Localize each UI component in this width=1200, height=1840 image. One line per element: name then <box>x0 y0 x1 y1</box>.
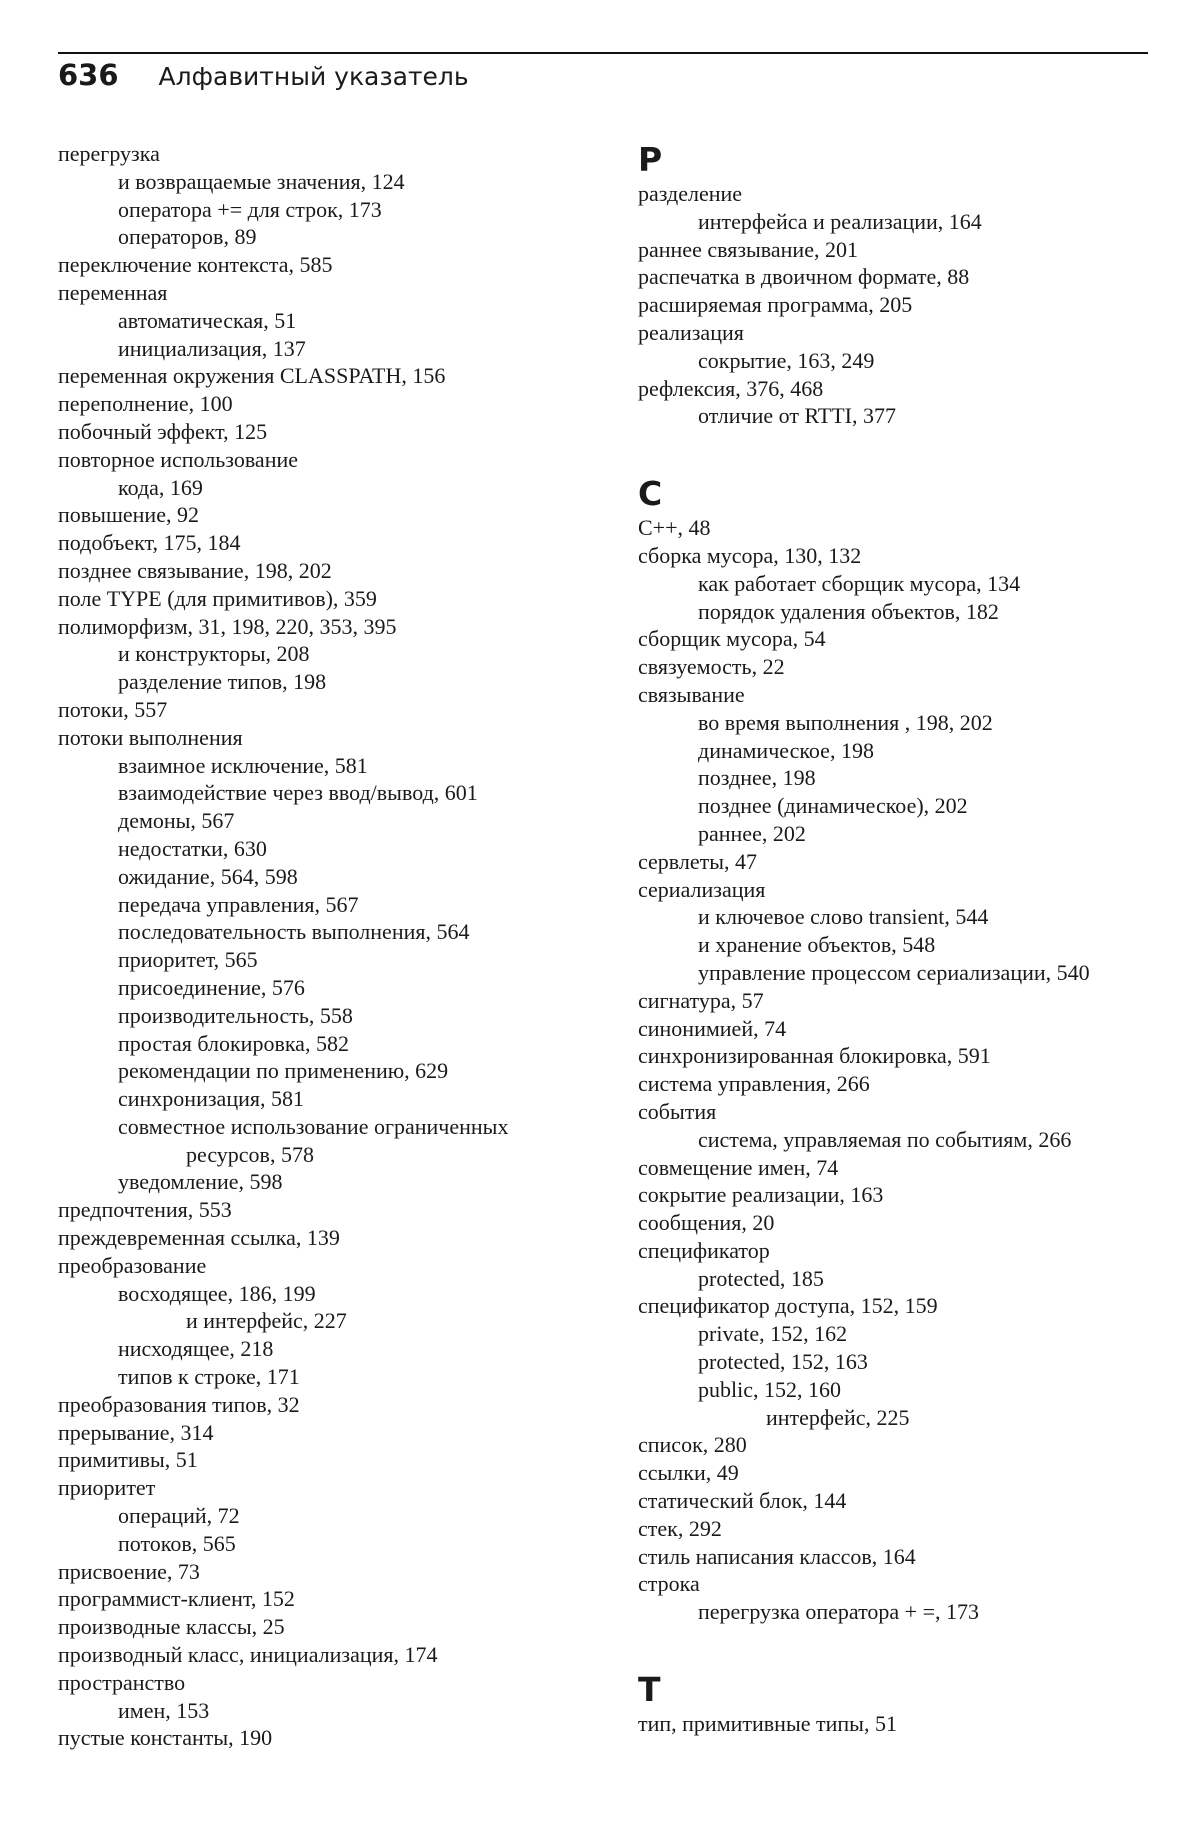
index-subentry: позднее (динамическое), 202 <box>698 793 968 819</box>
index-entry: строка <box>638 1571 700 1597</box>
index-entry: связуемость, 22 <box>638 654 785 680</box>
index-subentry: инициализация, 137 <box>118 335 306 361</box>
index-subentry: демоны, 567 <box>118 808 235 834</box>
index-subentry: нисходящее, 218 <box>118 1336 274 1362</box>
index-subentry: уведомление, 598 <box>118 1169 283 1195</box>
index-subentry: сокрытие, 163, 249 <box>698 347 875 373</box>
index-entry: стек, 292 <box>638 1515 722 1541</box>
index-entry: повторное использование <box>58 446 299 472</box>
index-subentry: операторов, 89 <box>118 224 257 250</box>
index-entry: синонимией, 74 <box>638 1015 787 1041</box>
index-entry: ссылки, 49 <box>638 1460 739 1486</box>
page-number: 636 <box>58 58 119 92</box>
index-entry: производные классы, 25 <box>58 1614 285 1640</box>
index-entry: программист-клиент, 152 <box>58 1586 295 1612</box>
index-entry: связывание <box>638 681 745 707</box>
index-entry: присвоение, 73 <box>58 1558 200 1584</box>
index-subentry: имен, 153 <box>118 1697 210 1723</box>
index-entry: пустые константы, 190 <box>58 1725 273 1751</box>
index-subentry: потоков, 565 <box>118 1530 236 1556</box>
index-subentry: рекомендации по применению, 629 <box>118 1058 449 1084</box>
index-entry: поле TYPE (для примитивов), 359 <box>58 585 377 611</box>
index-column-left <box>58 140 598 1752</box>
index-entry: позднее связывание, 198, 202 <box>58 557 332 583</box>
index-entry: сборщик мусора, 54 <box>638 626 826 652</box>
index-subentry: совместное использование ограниченных <box>118 1113 509 1139</box>
index-entry: сервлеты, 47 <box>638 848 758 874</box>
index-entry: полиморфизм, 31, 198, 220, 353, 395 <box>58 613 397 639</box>
index-subentry: кода, 169 <box>118 474 203 500</box>
index-entry: преобразование <box>58 1252 207 1278</box>
index-subentry: приоритет, 565 <box>118 947 258 973</box>
index-entry: примитивы, 51 <box>58 1447 198 1473</box>
index-entry: синхронизированная блокировка, 591 <box>638 1043 991 1069</box>
index-entry: спецификатор доступа, 152, 159 <box>638 1293 938 1319</box>
index-entry: переполнение, 100 <box>58 391 233 417</box>
index-subentry: взаимное исключение, 581 <box>118 752 368 778</box>
index-entry: совмещение имен, 74 <box>638 1154 839 1180</box>
index-subentry: перегрузка оператора + =, 173 <box>698 1599 979 1625</box>
index-subentry: порядок удаления объектов, 182 <box>698 598 999 624</box>
index-subentry: оператора += для строк, 173 <box>118 196 382 222</box>
index-subentry: protected, 152, 163 <box>698 1349 868 1375</box>
index-entry: сокрытие реализации, 163 <box>638 1182 884 1208</box>
index-entry: сообщения, 20 <box>638 1210 775 1236</box>
index-subentry: недостатки, 630 <box>118 835 267 861</box>
index-subentry: восходящее, 186, 199 <box>118 1280 316 1306</box>
index-entry: предпочтения, 553 <box>58 1197 232 1223</box>
index-entry: события <box>638 1098 717 1124</box>
index-subentry: система, управляемая по событиям, 266 <box>698 1126 1072 1152</box>
index-entry: переменная окружения CLASSPATH, 156 <box>58 363 446 389</box>
index-entry: C++, 48 <box>638 515 711 541</box>
index-entry: стиль написания классов, 164 <box>638 1543 916 1569</box>
index-subentry: protected, 185 <box>698 1265 824 1291</box>
index-entry: приоритет <box>58 1475 156 1501</box>
index-entry: пространство <box>58 1669 186 1695</box>
section-spacer <box>638 1626 1158 1670</box>
section-letter: С <box>638 474 663 514</box>
index-entry: тип, примитивные типы, 51 <box>638 1711 897 1737</box>
index-entry: разделение <box>638 181 743 206</box>
index-subentry: позднее, 198 <box>698 765 816 791</box>
index-entry: подобъект, 175, 184 <box>58 530 241 556</box>
index-subentry: автоматическая, 51 <box>118 307 297 333</box>
index-subentry: присоединение, 576 <box>118 974 305 1000</box>
section-letter: Т <box>638 1670 661 1710</box>
index-subentry: ресурсов, 578 <box>186 1141 314 1167</box>
index-entry: система управления, 266 <box>638 1071 870 1097</box>
index-subentry: как работает сборщик мусора, 134 <box>698 570 1021 596</box>
index-subentry: private, 152, 162 <box>698 1321 848 1347</box>
index-subentry: типов к строке, 171 <box>118 1364 300 1390</box>
index-subentry: взаимодействие через ввод/вывод, 601 <box>118 780 478 806</box>
header-rule <box>58 52 1148 54</box>
index-subentry: и интерфейс, 227 <box>186 1308 347 1334</box>
page-title: Алфавитный указатель <box>158 62 469 91</box>
index-entry: расширяемая программа, 205 <box>638 292 913 318</box>
index-subentry: раннее, 202 <box>698 820 806 846</box>
index-entry: побочный эффект, 125 <box>58 418 268 444</box>
index-entry: переключение контекста, 585 <box>58 252 333 278</box>
index-entry: преобразования типов, 32 <box>58 1391 300 1417</box>
index-subentry: ожидание, 564, 598 <box>118 863 298 889</box>
index-entry: реализация <box>638 319 744 345</box>
index-entry: переменная <box>58 279 168 305</box>
index-subentry: и конструкторы, 208 <box>118 641 310 667</box>
section-letter: Р <box>638 140 663 179</box>
index-subentry: отличие от RTTI, 377 <box>698 403 897 429</box>
index-subentry: и хранение объектов, 548 <box>698 932 936 958</box>
index-subentry: и возвращаемые значения, 124 <box>118 168 405 194</box>
index-entry: рефлексия, 376, 468 <box>638 375 824 401</box>
index-subentry: во время выполнения , 198, 202 <box>698 709 993 735</box>
index-entry: повышение, 92 <box>58 502 199 528</box>
index-column-right <box>638 140 1158 1738</box>
index-subentry: последовательность выполнения, 564 <box>118 919 470 945</box>
index-entry: список, 280 <box>638 1432 747 1458</box>
index-subentry: простая блокировка, 582 <box>118 1030 349 1056</box>
index-entry: раннее связывание, 201 <box>638 236 858 262</box>
index-entry: спецификатор <box>638 1237 770 1263</box>
index-entry: потоки, 557 <box>58 696 168 722</box>
index-entry: сериализация <box>638 876 766 902</box>
index-subentry: производительность, 558 <box>118 1002 353 1028</box>
index-subentry: операций, 72 <box>118 1503 240 1529</box>
index-entry: сигнатура, 57 <box>638 987 764 1013</box>
index-subentry: интерфейса и реализации, 164 <box>698 208 982 234</box>
section-spacer <box>638 430 1158 474</box>
index-subentry: разделение типов, 198 <box>118 669 327 695</box>
index-entry: производный класс, инициализация, 174 <box>58 1642 438 1668</box>
index-entry: сборка мусора, 130, 132 <box>638 542 862 568</box>
index-subentry: синхронизация, 581 <box>118 1086 304 1112</box>
index-subentry: передача управления, 567 <box>118 891 359 917</box>
index-subentry: управление процессом сериализации, 540 <box>698 959 1090 985</box>
index-subentry: и ключевое слово transient, 544 <box>698 904 989 930</box>
index-entry: перегрузка <box>58 141 160 166</box>
page-header <box>58 58 469 98</box>
index-entry: статический блок, 144 <box>638 1488 847 1514</box>
index-entry: прерывание, 314 <box>58 1419 214 1445</box>
index-subentry: интерфейс, 225 <box>766 1404 910 1430</box>
index-subentry: public, 152, 160 <box>698 1376 841 1402</box>
index-entry: распечатка в двоичном формате, 88 <box>638 264 970 290</box>
index-subentry: динамическое, 198 <box>698 737 874 763</box>
index-entry: потоки выполнения <box>58 724 243 750</box>
index-entry: преждевременная ссылка, 139 <box>58 1225 340 1251</box>
